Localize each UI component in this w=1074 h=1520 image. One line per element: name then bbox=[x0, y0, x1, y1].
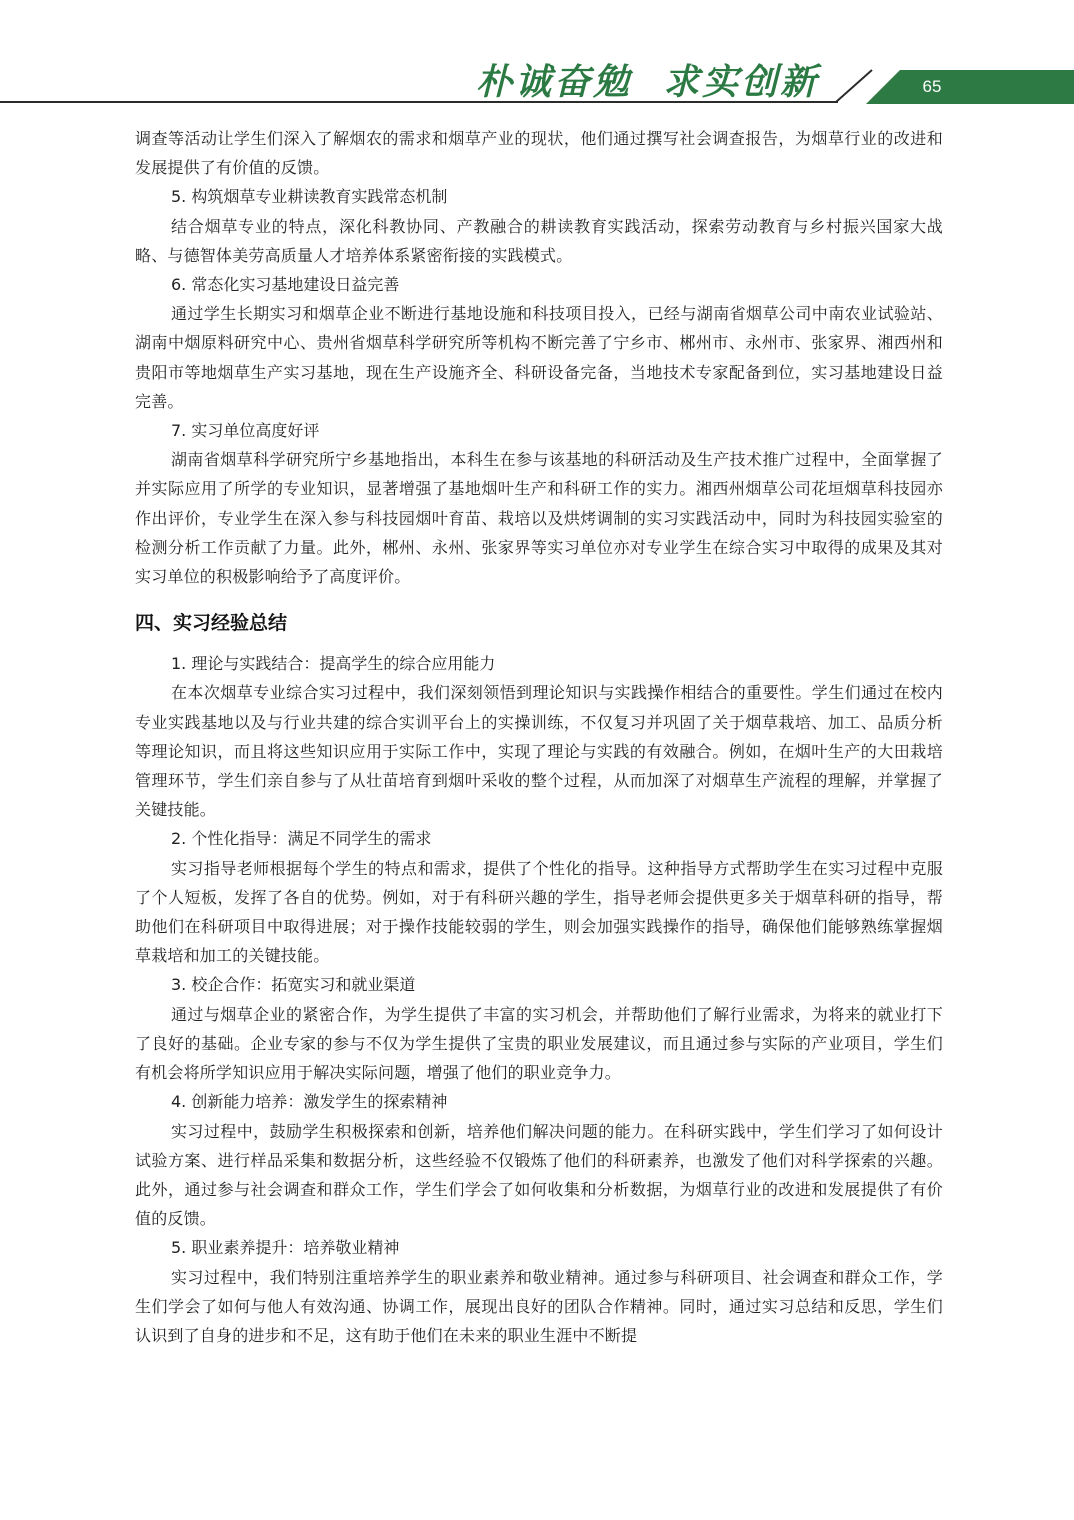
paragraph: 通过学生长期实习和烟草企业不断进行基地设施和科技项目投入，已经与湖南省烟草公司中南农业试验站、湖南中烟原料研究中心、贵州省烟草科学研究所等机构不断完善了宁乡市、郴州市、永州市、张家界、湘西州和贵阳市等地烟草生产实习基地，现在生产设施齐全、科研设备完备，当地技术专家配备到位，实习基地建设日益完善。 bbox=[135, 304, 943, 411]
item-heading: 2. 个性化指导：满足不同学生的需求 bbox=[171, 829, 432, 849]
page-number: 65 bbox=[922, 77, 942, 96]
paragraph: 在本次烟草专业综合实习过程中，我们深刻领悟到理论知识与实践操作相结合的重要性。学生们通过在校内专业实践基地以及与行业共建的综合实训平台上的实操训练，不仅复习并巩固了关于烟草栽培、加工、品质分析等理论知识，而且将这些知识应用于实际工作中，实现了理论与实践的有效融合。例如，在烟叶生产的大田栽培管理环节，学生们亲自参与了从壮苗培育到烟叶采收的整个过程，从而加深了对烟草生产流程的理解，并掌握了关键技能。 bbox=[135, 683, 943, 820]
section-heading: 四、实习经验总结 bbox=[135, 612, 288, 635]
item-heading: 4. 创新能力培养：激发学生的探索精神 bbox=[171, 1092, 448, 1112]
document-body bbox=[135, 124, 943, 1350]
item-heading: 1. 理论与实践结合：提高学生的综合应用能力 bbox=[171, 654, 496, 674]
page-header bbox=[0, 0, 1074, 110]
paragraph: 调查等活动让学生们深入了解烟农的需求和烟草产业的现状，他们通过撰写社会调查报告，为烟草行业的改进和发展提供了有价值的反馈。 bbox=[135, 129, 943, 178]
item-heading: 7. 实习单位高度好评 bbox=[171, 421, 320, 441]
header-motto: 朴诚奋勉 求实创新 bbox=[476, 61, 820, 103]
item-heading: 3. 校企合作：拓宽实习和就业渠道 bbox=[171, 975, 416, 995]
paragraph: 湖南省烟草科学研究所宁乡基地指出，本科生在参与该基地的科研活动及生产技术推广过程中，全面掌握了并实际应用了所学的专业知识，显著增强了基地烟叶生产和科研工作的实力。湘西州烟草公司花垣烟草科技园亦作出评价，专业学生在深入参与科技园烟叶育苗、栽培以及烘烤调制的实习实践活动中，同时为科技园实验室的检测分析工作贡献了力量。此外，郴州、永州、张家界等实习单位亦对专业学生在综合实习中取得的成果及其对实习单位的积极影响给予了高度评价。 bbox=[135, 450, 943, 587]
paragraph: 实习指导老师根据每个学生的特点和需求，提供了个性化的指导。这种指导方式帮助学生在实习过程中克服了个人短板，发挥了各自的优势。例如，对于有科研兴趣的学生，指导老师会提供更多关于烟草科研的指导，帮助他们在科研项目中取得进展；对于操作技能较弱的学生，则会加强实践操作的指导，确保他们能够熟练掌握烟草栽培和加工的关键技能。 bbox=[135, 858, 943, 966]
header-slash-line bbox=[836, 70, 872, 102]
paragraph: 结合烟草专业的特点，深化科教协同、产教融合的耕读教育实践活动，探索劳动教育与乡村振兴国家大战略、与德智体美劳高质量人才培养体系紧密衔接的实践模式。 bbox=[135, 216, 943, 265]
item-heading: 5. 构筑烟草专业耕读教育实践常态机制 bbox=[171, 187, 448, 207]
item-heading: 5. 职业素养提升：培养敬业精神 bbox=[171, 1238, 400, 1258]
paragraph: 实习过程中，鼓励学生积极探索和创新，培养他们解决问题的能力。在科研实践中，学生们学习了如何设计试验方案、进行样品采集和数据分析，这些经验不仅锻炼了他们的科研素养，也激发了他们对科学探索的兴趣。此外，通过参与社会调查和群众工作，学生们学会了如何收集和分析数据，为烟草行业的改进和发展提供了有价值的反馈。 bbox=[135, 1121, 943, 1229]
paragraph: 通过与烟草企业的紧密合作，为学生提供了丰富的实习机会，并帮助他们了解行业需求，为将来的就业打下了良好的基础。企业专家的参与不仅为学生提供了宝贵的职业发展建议，而且通过参与实际的产业项目，学生们有机会将所学知识应用于解决实际问题，增强了他们的职业竞争力。 bbox=[135, 1004, 943, 1083]
page-number-tab bbox=[866, 70, 1074, 104]
item-heading: 6. 常态化实习基地建设日益完善 bbox=[171, 275, 400, 295]
paragraph: 实习过程中，我们特别注重培养学生的职业素养和敬业精神。通过参与科研项目、社会调查和群众工作，学生们学会了如何与他人有效沟通、协调工作，展现出良好的团队合作精神。同时，通过实习总结和反思，学生们认识到了自身的进步和不足，这有助于他们在未来的职业生涯中不断提 bbox=[135, 1267, 943, 1345]
